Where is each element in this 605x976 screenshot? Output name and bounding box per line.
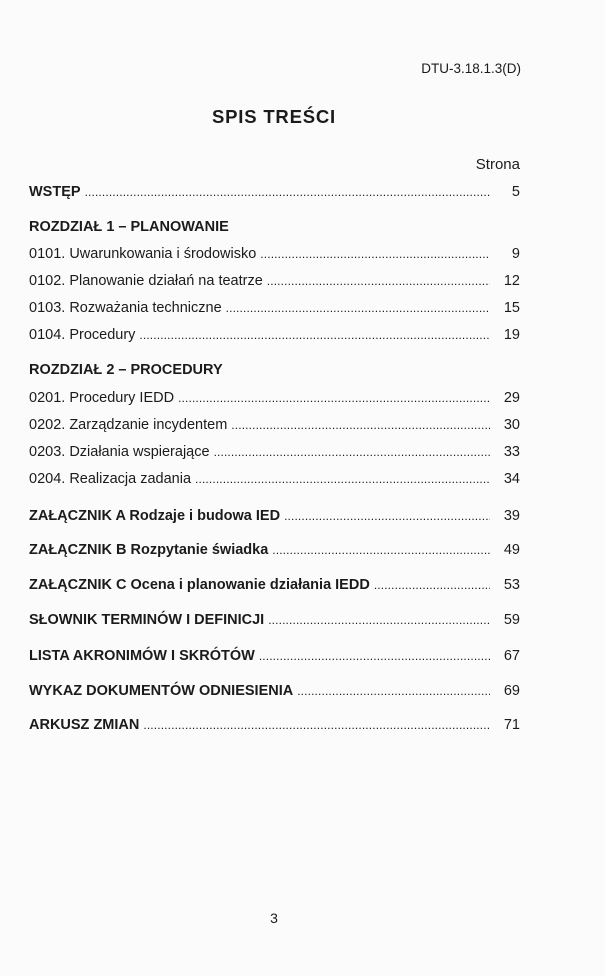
toc-entry-glossary <box>29 612 520 632</box>
toc-entry <box>29 471 520 491</box>
toc-entry-page: 53 <box>503 577 520 593</box>
page-column-label: Strona <box>475 156 520 173</box>
toc-entry-label: WSTĘP <box>29 184 81 200</box>
toc-entry <box>29 273 520 293</box>
toc-entry-acronyms <box>29 648 520 668</box>
toc-entry-label: WYKAZ DOKUMENTÓW ODNIESIENIA <box>29 683 294 699</box>
toc-entry-page: 34 <box>503 471 520 487</box>
toc-entry-page: 59 <box>503 612 520 628</box>
toc-entry <box>29 390 520 410</box>
chapter-2-heading: ROZDZIAŁ 2 – PROCEDURY <box>29 362 223 378</box>
toc-entry-label: 0204. Realizacja zadania <box>29 471 192 487</box>
leader-dots <box>195 471 490 487</box>
toc-entry <box>29 417 520 437</box>
toc-entry-label: 0101. Uwarunkowania i środowisko <box>29 246 257 262</box>
toc-entry-label: 0102. Planowanie działań na teatrze <box>29 273 263 289</box>
toc-entry-label: 0103. Rozważania techniczne <box>29 300 222 316</box>
page-title: SPIS TREŚCI <box>212 106 336 127</box>
leader-dots <box>214 444 490 460</box>
toc-entry-label: ZAŁĄCZNIK B Rozpytanie świadka <box>29 542 269 558</box>
toc-entry <box>29 444 520 464</box>
toc-entry-page: 19 <box>503 327 520 343</box>
leader-dots <box>139 327 490 343</box>
toc-entry <box>29 246 520 266</box>
leader-dots <box>231 417 490 433</box>
toc-entry-label: 0104. Procedury <box>29 327 136 343</box>
leader-dots <box>226 300 490 316</box>
toc-entry-page: 33 <box>503 444 520 460</box>
toc-entry-page: 49 <box>503 542 520 558</box>
toc-entry-label: ZAŁĄCZNIK A Rodzaje i budowa IED <box>29 508 281 524</box>
leader-dots <box>284 508 490 524</box>
toc-entry-label: ARKUSZ ZMIAN <box>29 717 140 733</box>
toc-entry-changes <box>29 717 520 737</box>
toc-entry-page: 67 <box>503 648 520 664</box>
toc-entry-wstep <box>29 184 520 204</box>
leader-dots <box>297 683 490 699</box>
leader-dots <box>143 717 490 733</box>
toc-entry-references <box>29 683 520 703</box>
chapter-1-heading: ROZDZIAŁ 1 – PLANOWANIE <box>29 219 229 235</box>
toc-entry-label: ZAŁĄCZNIK C Ocena i planowanie działania IEDD <box>29 577 370 593</box>
toc-entry-annex-c <box>29 577 520 597</box>
page-number: 3 <box>270 910 278 926</box>
toc-entry-label: 0201. Procedury IEDD <box>29 390 175 406</box>
leader-dots <box>272 542 490 558</box>
toc-entry-page: 71 <box>503 717 520 733</box>
document-id: DTU-3.18.1.3(D) <box>421 61 521 76</box>
leader-dots <box>85 184 490 200</box>
toc-entry-page: 69 <box>503 683 520 699</box>
toc-entry-page: 39 <box>503 508 520 524</box>
toc-entry-annex-a <box>29 508 520 528</box>
leader-dots <box>259 648 490 664</box>
leader-dots <box>178 390 490 406</box>
toc-entry-annex-b <box>29 542 520 562</box>
toc-entry-page: 15 <box>503 300 520 316</box>
toc-entry-page: 5 <box>511 184 520 200</box>
toc-entry <box>29 327 520 347</box>
toc-entry-label: LISTA AKRONIMÓW I SKRÓTÓW <box>29 648 255 664</box>
toc-entry-label: SŁOWNIK TERMINÓW I DEFINICJI <box>29 612 265 628</box>
leader-dots <box>260 246 490 262</box>
toc-entry-page: 12 <box>503 273 520 289</box>
toc-entry-label: 0202. Zarządzanie incydentem <box>29 417 228 433</box>
toc-entry-page: 29 <box>503 390 520 406</box>
leader-dots <box>267 273 490 289</box>
leader-dots <box>374 577 490 593</box>
toc-entry-page: 30 <box>503 417 520 433</box>
leader-dots <box>268 612 490 628</box>
toc-entry-page: 9 <box>511 246 520 262</box>
toc-entry <box>29 300 520 320</box>
toc-entry-label: 0203. Działania wspierające <box>29 444 210 460</box>
